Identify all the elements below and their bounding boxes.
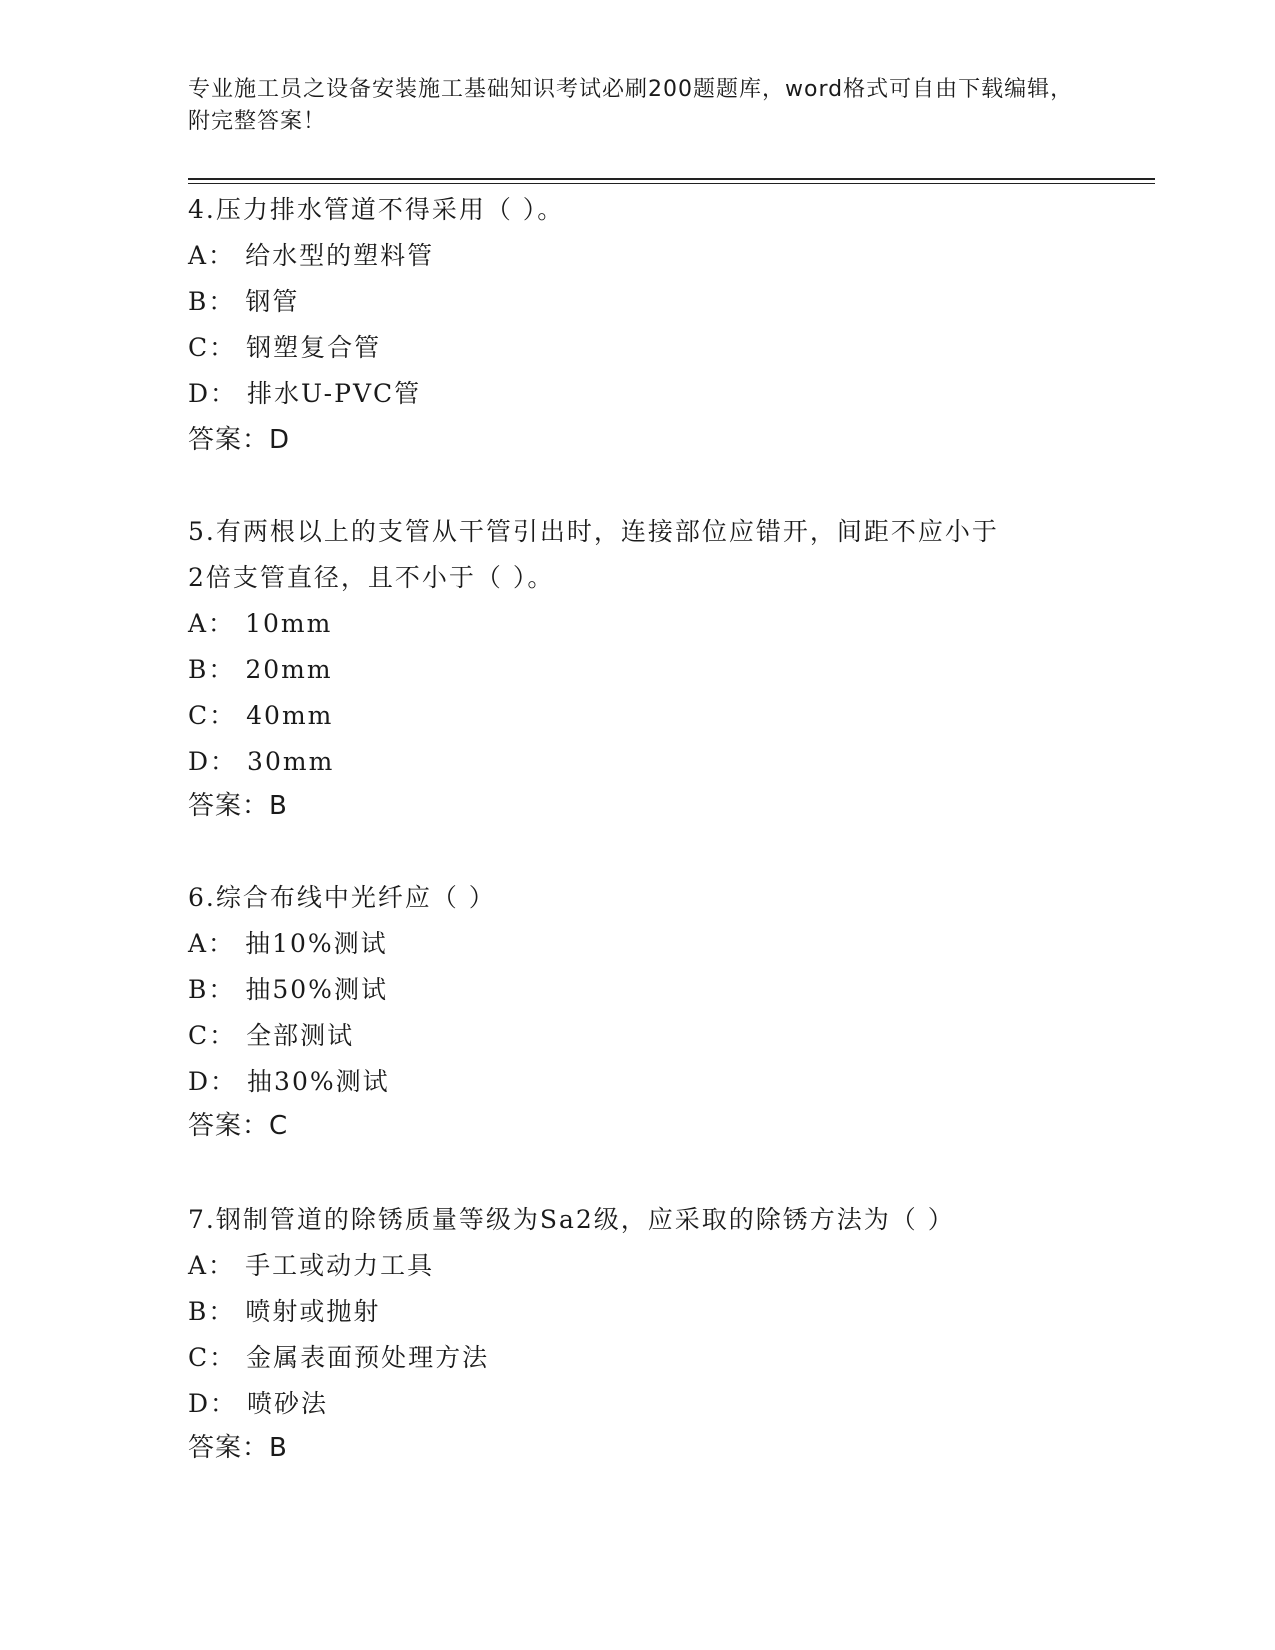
option-a: [188, 928, 388, 960]
question-stem-continued: 2倍支管直径，且不小于（ ）。: [188, 563, 555, 592]
option-text: 10mm: [245, 609, 333, 638]
question-stem: 6.综合布线中光纤应（ ）: [188, 883, 496, 912]
option-text: 全部测试: [246, 1021, 355, 1050]
option-letter: D：: [188, 1389, 238, 1418]
option-c: [188, 700, 333, 732]
question-stem: 7.钢制管道的除锈质量等级为Sa2级，应采取的除锈方法为（ ）: [188, 1205, 955, 1234]
option-text: 钢管: [245, 287, 300, 316]
option-c: [188, 1342, 489, 1374]
option-text: 喷砂法: [247, 1389, 329, 1418]
option-d: [188, 378, 421, 410]
answer-label: 答案：B: [188, 791, 288, 821]
option-letter: D：: [188, 747, 238, 776]
option-b: [188, 974, 388, 1006]
option-text: 手工或动力工具: [245, 1251, 435, 1280]
option-text: 30mm: [247, 747, 335, 776]
header-divider-thin: [188, 183, 1155, 184]
option-letter: A：: [188, 1251, 236, 1280]
option-a: [188, 1250, 434, 1282]
option-c: [188, 1020, 354, 1052]
option-letter: D：: [188, 379, 238, 408]
option-b: [188, 654, 333, 686]
option-letter: C：: [188, 1343, 237, 1372]
question-stem: 5.有两根以上的支管从干管引出时，连接部位应错开，间距不应小于: [188, 517, 999, 546]
option-letter: A：: [188, 241, 236, 270]
answer-label: 答案：B: [188, 1433, 288, 1463]
option-c: [188, 332, 381, 364]
option-letter: B：: [188, 975, 236, 1004]
option-letter: B：: [188, 1297, 236, 1326]
option-letter: B：: [188, 655, 236, 684]
option-letter: D：: [188, 1067, 238, 1096]
option-text: 排水U-PVC管: [247, 379, 422, 408]
option-letter: C：: [188, 1021, 237, 1050]
option-text: 抽10%测试: [245, 929, 388, 958]
option-letter: C：: [188, 701, 237, 730]
option-b: [188, 286, 299, 318]
option-text: 钢塑复合管: [246, 333, 382, 362]
answer-label: 答案：D: [188, 425, 291, 455]
answer-label: 答案：C: [188, 1111, 289, 1141]
option-letter: A：: [188, 609, 236, 638]
option-d: [188, 746, 334, 778]
header-divider: [188, 178, 1155, 180]
option-a: [188, 240, 434, 272]
option-text: 金属表面预处理方法: [246, 1343, 490, 1372]
option-text: 喷射或抛射: [245, 1297, 381, 1326]
option-text: 抽50%测试: [245, 975, 388, 1004]
option-b: [188, 1296, 380, 1328]
option-text: 20mm: [245, 655, 333, 684]
question-stem: 4.压力排水管道不得采用（ ）。: [188, 195, 565, 224]
option-d: [188, 1388, 328, 1420]
option-d: [188, 1066, 390, 1098]
option-text: 40mm: [246, 701, 334, 730]
option-letter: C：: [188, 333, 237, 362]
option-letter: A：: [188, 929, 236, 958]
option-letter: B：: [188, 287, 236, 316]
option-a: [188, 608, 332, 640]
option-text: 给水型的塑料管: [245, 241, 435, 270]
document-header: 专业施工员之设备安装施工基础知识考试必刷200题题库，word格式可自由下载编辑，附完整答案！: [188, 77, 1074, 134]
option-text: 抽30%测试: [247, 1067, 390, 1096]
